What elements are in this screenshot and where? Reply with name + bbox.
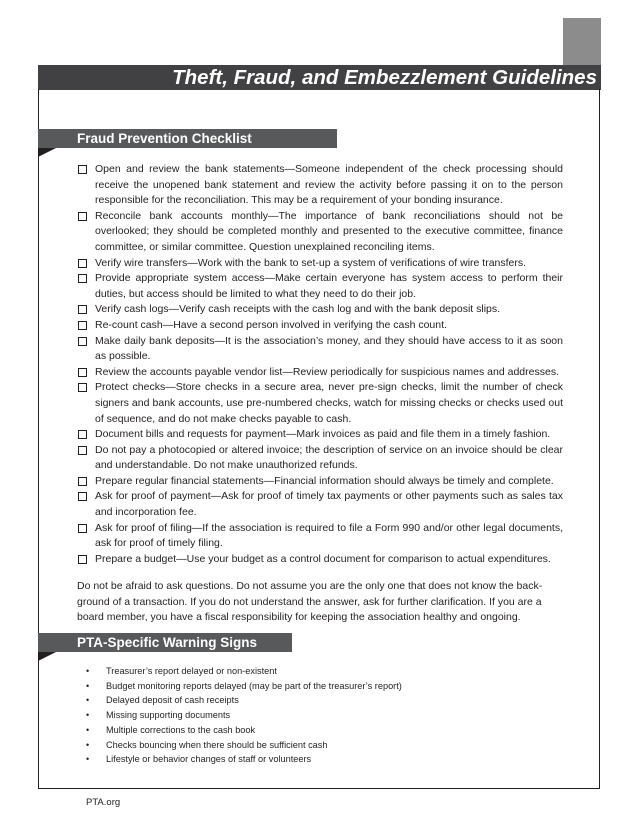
bullet-icon: • [86, 710, 90, 721]
checkbox-icon [78, 212, 87, 221]
bullet-icon: • [86, 754, 90, 765]
list-item: • Multiple corrections to the cash book [86, 723, 402, 738]
checklist-item: Protect checks—Store checks in a secure area, never pre-sign checks, limit the number of check signers and bank accounts, use pre-numbered checks, watch for missing checks or checks used out of sequence, and do not make checks payable to cash. [77, 380, 563, 427]
list-item: • Treasurer’s report delayed or non-existent [86, 664, 402, 679]
bullet-icon: • [86, 724, 90, 735]
checklist-item: Provide appropriate system access—Make certain everyone has system access to perform their duties, but access should be limited to what they need to do their job. [77, 271, 563, 302]
fraud-checklist [77, 162, 563, 567]
checklist-item: Review the accounts payable vendor list—Review periodically for suspicious names and addresses. [77, 365, 563, 381]
checklist-item: Make daily bank deposits—It is the association’s money, and they should have access to it as soon as possible. [77, 334, 563, 365]
list-item: • Budget monitoring reports delayed (may be part of the treasurer’s report) [86, 679, 402, 694]
checklist-item: Open and review the bank statements—Someone independent of the check processing should receive the unopened bank statement and review the activity before passing it on to the person responsible for the reconciliation. This may be a requirement of your bonding insurance. [77, 162, 563, 209]
checklist-item: Ask for proof of payment—Ask for proof of timely tax payments or other payments such as sales tax and incorporation fee. [77, 489, 563, 520]
list-item: • Delayed deposit of cash receipts [86, 693, 402, 708]
checklist-item: Prepare a budget—Use your budget as a control document for comparison to actual expenditures. [77, 552, 563, 568]
checkbox-icon [78, 368, 87, 377]
fraud-checklist-heading: Fraud Prevention Checklist [38, 129, 337, 148]
checkbox-icon [78, 305, 87, 314]
warning-signs-heading: PTA-Specific Warning Signs [38, 633, 292, 652]
page-title: Theft, Fraud, and Embezzlement Guidelines [172, 66, 597, 89]
checkbox-icon [78, 492, 87, 501]
closing-paragraph: Do not be afraid to ask questions. Do not assume you are the only one that does not know the back-ground of a transaction. If you do not understand the answer, ask for further clarification. If you are a board member, you have a fiscal responsibility for keeping the association healthy and ongoing. [77, 580, 543, 624]
checkbox-icon [78, 337, 87, 346]
list-item: • Checks bouncing when there should be sufficient cash [86, 738, 402, 753]
bullet-icon: • [86, 680, 90, 691]
checklist-item: Verify cash logs—Verify cash receipts with the cash log and with the bank deposit slips. [77, 302, 563, 318]
bullet-icon: • [86, 666, 90, 676]
checkbox-icon [78, 524, 87, 533]
warning-signs-list [86, 664, 402, 767]
checklist-item: Re-count cash—Have a second person involved in verifying the cash count. [77, 318, 563, 334]
list-item: • Lifestyle or behavior changes of staff or volunteers [86, 752, 402, 767]
checkbox-icon [78, 383, 87, 392]
checkbox-icon [78, 430, 87, 439]
checklist-item: Reconcile bank accounts monthly—The importance of bank reconciliations should not be overlooked; they should be completed monthly and presented to the executive committee, finance committee, or similar committee. Question unexplained reconciling items. [77, 209, 563, 256]
checkbox-icon [78, 165, 87, 174]
checkbox-icon [78, 274, 87, 283]
checkbox-icon [78, 555, 87, 564]
checkbox-icon [78, 446, 87, 455]
bullet-icon: • [86, 695, 90, 706]
checkbox-icon [78, 259, 87, 268]
bullet-icon: • [86, 739, 90, 750]
checklist-item: Ask for proof of filing—If the association is required to file a Form 990 and/or other legal documents, ask for proof of timely filing. [77, 521, 563, 552]
title-banner [38, 65, 601, 90]
checkbox-icon [78, 321, 87, 330]
checklist-item: Prepare regular financial statements—Financial information should always be timely and complete. [77, 474, 563, 490]
checklist-item: Do not pay a photocopied or altered invoice; the description of service on an invoice should be clear and understandable. Do not make unauthorized refunds. [77, 443, 563, 474]
checkbox-icon [78, 477, 87, 486]
checklist-item: Document bills and requests for payment—Mark invoices as paid and file them in a timely fashion. [77, 427, 563, 443]
checklist-item: Verify wire transfers—Work with the bank to set-up a system of verifications of wire transfers. [77, 256, 563, 272]
corner-tab [563, 18, 601, 66]
list-item: • Missing supporting documents [86, 708, 402, 723]
footer-site: PTA.org [86, 797, 121, 808]
